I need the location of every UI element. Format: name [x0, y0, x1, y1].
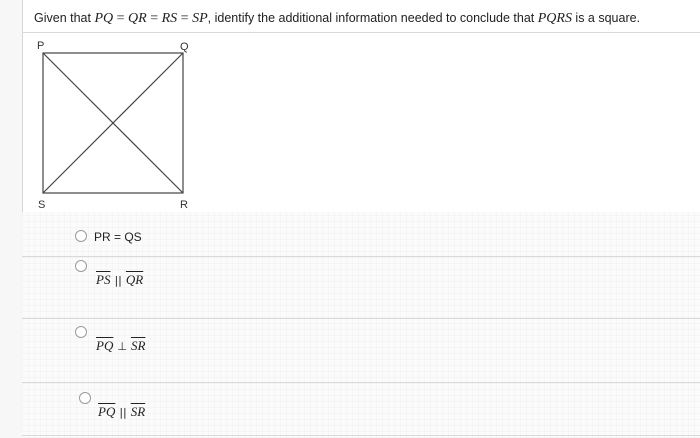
question-prefix: Given that — [34, 11, 95, 25]
option-4-right-segment: $\overline{SR}$ — [130, 404, 146, 419]
option-2-radio[interactable] — [75, 260, 87, 272]
option-2-left-segment: $\overline{PS}$ — [96, 272, 111, 287]
divider — [22, 382, 700, 383]
divider — [22, 318, 700, 319]
option-4-relation: || — [119, 406, 127, 419]
divider — [22, 32, 700, 33]
segment-rs: RS — [161, 11, 178, 26]
option-3-radio[interactable] — [75, 326, 87, 338]
segment-qr: QR — [128, 11, 147, 26]
option-3-label[interactable] — [96, 338, 145, 354]
option-1-radio[interactable] — [75, 230, 87, 242]
option-2-right-segment: $\overline{QR}$ — [125, 272, 144, 287]
segment-sp: SP — [192, 11, 208, 26]
equals-sign: = — [146, 11, 162, 26]
equals-sign: = — [177, 11, 193, 26]
option-3-left-segment: $\overline{PQ}$ — [96, 338, 114, 353]
square-diagram — [30, 38, 200, 213]
option-3-relation: ⊥ — [117, 340, 127, 353]
option-2-label[interactable] — [96, 272, 143, 288]
option-4-label[interactable] — [98, 404, 145, 420]
option-4-radio[interactable] — [79, 392, 91, 404]
option-4-left-segment: $\overline{PQ}$ — [98, 404, 116, 419]
option-3-right-segment: $\overline{SR}$ — [130, 338, 146, 353]
question-suffix: is a square. — [571, 11, 641, 25]
vertex-label-p: P — [37, 40, 45, 52]
option-2-relation: || — [114, 274, 122, 287]
question-text — [34, 11, 640, 27]
vertex-label-q: Q — [180, 41, 189, 53]
option-1-label[interactable]: PR = QS — [94, 230, 142, 244]
equals-sign: = — [113, 11, 129, 26]
segment-pq: PQ — [94, 11, 114, 26]
shape-name: PQRS — [537, 11, 572, 26]
vertex-label-r: R — [180, 199, 188, 211]
divider — [22, 256, 700, 257]
question-middle: , identify the additional information needed to conclude that — [207, 11, 538, 25]
divider — [22, 435, 700, 436]
vertex-label-s: S — [38, 199, 46, 211]
